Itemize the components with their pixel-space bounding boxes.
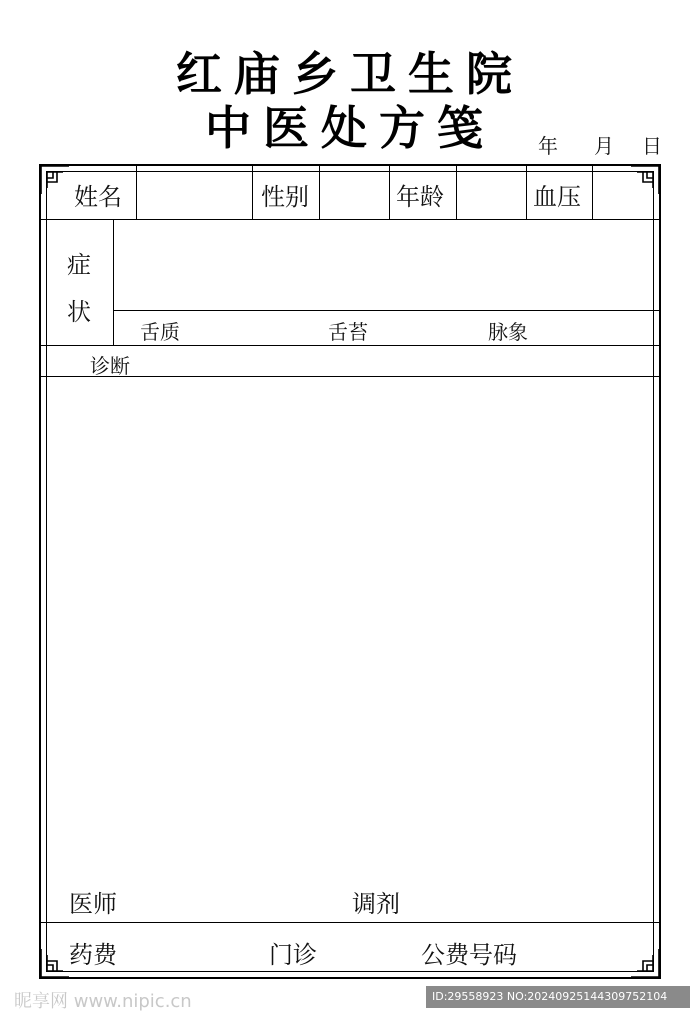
date-year-label: 年 — [538, 134, 558, 158]
symptom-label-divider — [113, 219, 114, 345]
corner-ornament-top-left — [39, 164, 71, 196]
doctor-label: 医师 — [69, 890, 117, 918]
date-month-label: 月 — [594, 134, 614, 158]
age-label: 年龄 — [396, 183, 444, 211]
tongue-body-label: 舌质 — [140, 320, 180, 344]
divider — [389, 164, 390, 219]
tongue-coating-label: 舌苔 — [328, 320, 368, 344]
symptom-label-char2: 状 — [67, 298, 91, 326]
form-inner-border — [46, 171, 654, 972]
symptom-bottom-line — [39, 345, 661, 346]
divider — [252, 164, 253, 219]
name-label: 姓名 — [74, 183, 122, 211]
date-day-label: 日 — [642, 134, 662, 158]
dispenser-label: 调剂 — [352, 890, 400, 918]
gender-label: 性别 — [261, 183, 309, 211]
divider — [526, 164, 527, 219]
divider — [592, 164, 593, 219]
public-fee-number-label: 公费号码 — [421, 941, 517, 969]
symptom-label-char1: 症 — [67, 251, 91, 279]
corner-ornament-top-right — [629, 164, 661, 196]
pulse-label: 脉象 — [488, 320, 528, 344]
divider — [136, 164, 137, 219]
hospital-name-title: 红庙乡卫生院 — [176, 47, 524, 101]
corner-ornament-bottom-left — [39, 947, 71, 979]
corner-ornament-bottom-right — [629, 947, 661, 979]
divider — [319, 164, 320, 219]
diagnosis-bottom-line — [39, 376, 661, 377]
diagnosis-label: 诊断 — [90, 354, 130, 378]
watermark-site: 昵享网 www.nipic.cn — [14, 991, 192, 1012]
blood-pressure-label: 血压 — [533, 183, 581, 211]
watermark-id-bar: ID:29558923 NO:20240925144309752104 — [426, 986, 690, 1008]
drug-fee-label: 药费 — [69, 941, 117, 969]
prescription-title: 中医处方笺 — [205, 101, 495, 155]
divider — [456, 164, 457, 219]
outpatient-label: 门诊 — [269, 941, 317, 969]
footer-top-line — [39, 922, 661, 923]
symptom-sub-line — [113, 310, 661, 311]
patient-row-bottom-line — [39, 219, 661, 220]
